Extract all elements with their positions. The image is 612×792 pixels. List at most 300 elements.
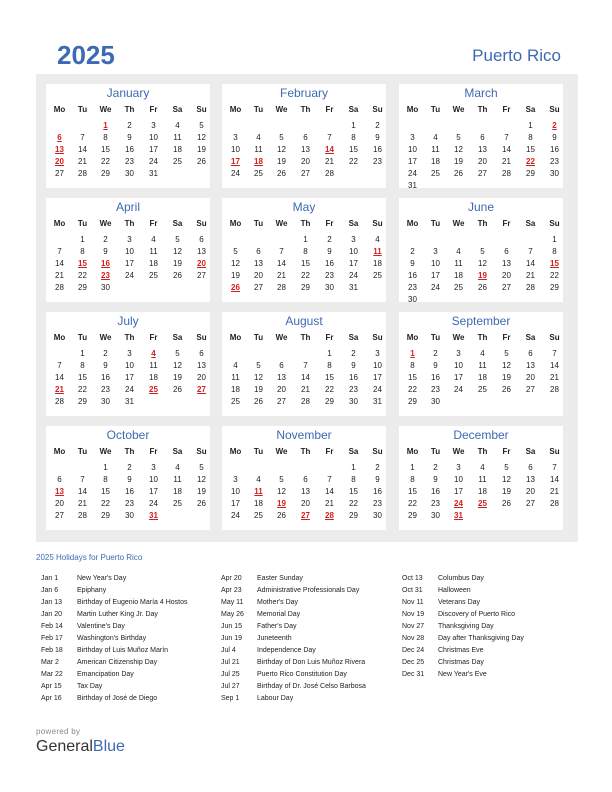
day-cell[interactable]: 5: [279, 475, 284, 484]
day-cell[interactable]: 31: [373, 397, 382, 406]
day-cell[interactable]: 28: [55, 397, 64, 406]
holiday-day-cell[interactable]: 13: [55, 145, 64, 154]
holiday-day-cell[interactable]: 17: [231, 157, 240, 166]
day-cell[interactable]: 5: [199, 121, 204, 130]
day-cell[interactable]: 26: [478, 283, 487, 292]
day-cell[interactable]: 13: [526, 475, 535, 484]
day-cell[interactable]: 6: [480, 133, 485, 142]
day-cell[interactable]: 15: [101, 145, 110, 154]
day-cell[interactable]: 18: [173, 145, 182, 154]
day-cell[interactable]: 23: [101, 385, 110, 394]
day-cell[interactable]: 11: [431, 145, 440, 154]
holiday-day-cell[interactable]: 23: [101, 271, 110, 280]
day-cell[interactable]: 27: [55, 169, 64, 178]
day-cell[interactable]: 30: [408, 295, 417, 304]
day-cell[interactable]: 8: [552, 247, 557, 256]
holiday-day-cell[interactable]: 25: [149, 385, 158, 394]
day-cell[interactable]: 28: [502, 169, 511, 178]
day-cell[interactable]: 19: [254, 385, 263, 394]
day-cell[interactable]: 9: [127, 133, 132, 142]
day-cell[interactable]: 25: [149, 271, 158, 280]
day-cell[interactable]: 14: [277, 259, 286, 268]
day-cell[interactable]: 2: [375, 121, 380, 130]
day-cell[interactable]: 1: [528, 121, 533, 130]
day-cell[interactable]: 13: [526, 361, 535, 370]
day-cell[interactable]: 21: [526, 271, 535, 280]
day-cell[interactable]: 24: [149, 499, 158, 508]
day-cell[interactable]: 19: [231, 271, 240, 280]
day-cell[interactable]: 22: [325, 385, 334, 394]
day-cell[interactable]: 1: [552, 235, 557, 244]
day-cell[interactable]: 28: [78, 169, 87, 178]
holiday-day-cell[interactable]: 11: [254, 487, 263, 496]
day-cell[interactable]: 8: [410, 475, 415, 484]
day-cell[interactable]: 28: [277, 283, 286, 292]
day-cell[interactable]: 7: [327, 475, 332, 484]
day-cell[interactable]: 5: [456, 133, 461, 142]
day-cell[interactable]: 22: [101, 499, 110, 508]
day-cell[interactable]: 7: [327, 133, 332, 142]
day-cell[interactable]: 24: [454, 385, 463, 394]
day-cell[interactable]: 6: [528, 349, 533, 358]
day-cell[interactable]: 3: [375, 349, 380, 358]
day-cell[interactable]: 5: [233, 247, 238, 256]
day-cell[interactable]: 28: [301, 397, 310, 406]
day-cell[interactable]: 18: [454, 271, 463, 280]
day-cell[interactable]: 25: [173, 157, 182, 166]
day-cell[interactable]: 19: [454, 157, 463, 166]
day-cell[interactable]: 26: [197, 157, 206, 166]
day-cell[interactable]: 8: [80, 247, 85, 256]
day-cell[interactable]: 29: [101, 169, 110, 178]
day-cell[interactable]: 15: [349, 487, 358, 496]
day-cell[interactable]: 4: [480, 349, 485, 358]
holiday-day-cell[interactable]: 20: [197, 259, 206, 268]
day-cell[interactable]: 18: [254, 499, 263, 508]
day-cell[interactable]: 30: [431, 397, 440, 406]
day-cell[interactable]: 14: [325, 487, 334, 496]
day-cell[interactable]: 10: [373, 361, 382, 370]
day-cell[interactable]: 10: [454, 475, 463, 484]
day-cell[interactable]: 5: [504, 463, 509, 472]
day-cell[interactable]: 30: [550, 169, 559, 178]
day-cell[interactable]: 29: [78, 397, 87, 406]
day-cell[interactable]: 22: [349, 157, 358, 166]
day-cell[interactable]: 21: [502, 157, 511, 166]
day-cell[interactable]: 12: [502, 475, 511, 484]
day-cell[interactable]: 7: [504, 133, 509, 142]
day-cell[interactable]: 10: [149, 475, 158, 484]
day-cell[interactable]: 5: [175, 349, 180, 358]
day-cell[interactable]: 15: [325, 373, 334, 382]
day-cell[interactable]: 23: [373, 157, 382, 166]
day-cell[interactable]: 17: [149, 487, 158, 496]
day-cell[interactable]: 14: [55, 259, 64, 268]
holiday-day-cell[interactable]: 24: [454, 499, 463, 508]
day-cell[interactable]: 19: [173, 259, 182, 268]
day-cell[interactable]: 23: [408, 283, 417, 292]
day-cell[interactable]: 4: [233, 361, 238, 370]
day-cell[interactable]: 21: [277, 271, 286, 280]
day-cell[interactable]: 3: [151, 121, 156, 130]
day-cell[interactable]: 13: [478, 145, 487, 154]
day-cell[interactable]: 11: [478, 361, 487, 370]
day-cell[interactable]: 24: [149, 157, 158, 166]
day-cell[interactable]: 12: [231, 259, 240, 268]
day-cell[interactable]: 11: [173, 133, 182, 142]
day-cell[interactable]: 29: [349, 511, 358, 520]
day-cell[interactable]: 9: [375, 133, 380, 142]
day-cell[interactable]: 18: [231, 385, 240, 394]
day-cell[interactable]: 10: [349, 247, 358, 256]
day-cell[interactable]: 1: [80, 349, 85, 358]
holiday-day-cell[interactable]: 1: [410, 349, 415, 358]
holiday-day-cell[interactable]: 27: [197, 385, 206, 394]
holiday-day-cell[interactable]: 1: [103, 121, 108, 130]
day-cell[interactable]: 24: [408, 169, 417, 178]
day-cell[interactable]: 27: [197, 271, 206, 280]
day-cell[interactable]: 17: [349, 259, 358, 268]
day-cell[interactable]: 6: [279, 361, 284, 370]
day-cell[interactable]: 3: [410, 133, 415, 142]
day-cell[interactable]: 28: [55, 283, 64, 292]
day-cell[interactable]: 14: [78, 145, 87, 154]
holiday-day-cell[interactable]: 25: [478, 499, 487, 508]
day-cell[interactable]: 30: [125, 169, 134, 178]
day-cell[interactable]: 1: [303, 235, 308, 244]
day-cell[interactable]: 20: [277, 385, 286, 394]
day-cell[interactable]: 4: [151, 235, 156, 244]
day-cell[interactable]: 16: [431, 487, 440, 496]
day-cell[interactable]: 10: [231, 145, 240, 154]
day-cell[interactable]: 31: [349, 283, 358, 292]
day-cell[interactable]: 31: [408, 181, 417, 190]
day-cell[interactable]: 25: [173, 499, 182, 508]
day-cell[interactable]: 20: [301, 157, 310, 166]
day-cell[interactable]: 29: [408, 511, 417, 520]
day-cell[interactable]: 1: [103, 463, 108, 472]
day-cell[interactable]: 9: [375, 475, 380, 484]
day-cell[interactable]: 21: [550, 373, 559, 382]
day-cell[interactable]: 1: [327, 349, 332, 358]
day-cell[interactable]: 27: [526, 499, 535, 508]
day-cell[interactable]: 29: [101, 511, 110, 520]
day-cell[interactable]: 12: [454, 145, 463, 154]
day-cell[interactable]: 19: [277, 157, 286, 166]
holiday-day-cell[interactable]: 14: [325, 145, 334, 154]
day-cell[interactable]: 8: [327, 361, 332, 370]
day-cell[interactable]: 3: [233, 133, 238, 142]
day-cell[interactable]: 14: [55, 373, 64, 382]
day-cell[interactable]: 13: [197, 361, 206, 370]
day-cell[interactable]: 25: [231, 397, 240, 406]
day-cell[interactable]: 24: [349, 271, 358, 280]
holiday-day-cell[interactable]: 18: [254, 157, 263, 166]
day-cell[interactable]: 8: [351, 475, 356, 484]
day-cell[interactable]: 11: [149, 247, 158, 256]
day-cell[interactable]: 24: [231, 169, 240, 178]
day-cell[interactable]: 20: [478, 157, 487, 166]
day-cell[interactable]: 23: [431, 499, 440, 508]
day-cell[interactable]: 10: [431, 259, 440, 268]
day-cell[interactable]: 3: [456, 463, 461, 472]
day-cell[interactable]: 3: [127, 349, 132, 358]
day-cell[interactable]: 12: [478, 259, 487, 268]
day-cell[interactable]: 27: [526, 385, 535, 394]
day-cell[interactable]: 25: [478, 385, 487, 394]
day-cell[interactable]: 20: [502, 271, 511, 280]
day-cell[interactable]: 8: [351, 133, 356, 142]
day-cell[interactable]: 1: [80, 235, 85, 244]
day-cell[interactable]: 11: [149, 361, 158, 370]
day-cell[interactable]: 6: [199, 235, 204, 244]
day-cell[interactable]: 24: [373, 385, 382, 394]
day-cell[interactable]: 25: [254, 511, 263, 520]
day-cell[interactable]: 12: [254, 373, 263, 382]
day-cell[interactable]: 18: [478, 487, 487, 496]
day-cell[interactable]: 26: [254, 397, 263, 406]
day-cell[interactable]: 17: [373, 373, 382, 382]
day-cell[interactable]: 19: [502, 373, 511, 382]
day-cell[interactable]: 15: [101, 487, 110, 496]
day-cell[interactable]: 17: [454, 373, 463, 382]
day-cell[interactable]: 1: [351, 463, 356, 472]
day-cell[interactable]: 4: [433, 133, 438, 142]
day-cell[interactable]: 22: [101, 157, 110, 166]
day-cell[interactable]: 6: [504, 247, 509, 256]
day-cell[interactable]: 16: [125, 487, 134, 496]
day-cell[interactable]: 2: [327, 235, 332, 244]
day-cell[interactable]: 8: [528, 133, 533, 142]
day-cell[interactable]: 8: [410, 361, 415, 370]
day-cell[interactable]: 9: [433, 361, 438, 370]
day-cell[interactable]: 19: [197, 487, 206, 496]
day-cell[interactable]: 19: [502, 487, 511, 496]
day-cell[interactable]: 1: [351, 121, 356, 130]
day-cell[interactable]: 26: [502, 499, 511, 508]
day-cell[interactable]: 4: [456, 247, 461, 256]
day-cell[interactable]: 20: [254, 271, 263, 280]
day-cell[interactable]: 24: [125, 385, 134, 394]
day-cell[interactable]: 14: [78, 487, 87, 496]
day-cell[interactable]: 25: [373, 271, 382, 280]
day-cell[interactable]: 14: [550, 475, 559, 484]
day-cell[interactable]: 9: [127, 475, 132, 484]
day-cell[interactable]: 21: [325, 499, 334, 508]
day-cell[interactable]: 3: [151, 463, 156, 472]
day-cell[interactable]: 13: [301, 145, 310, 154]
day-cell[interactable]: 7: [57, 361, 62, 370]
day-cell[interactable]: 30: [325, 283, 334, 292]
day-cell[interactable]: 17: [231, 499, 240, 508]
day-cell[interactable]: 25: [254, 169, 263, 178]
day-cell[interactable]: 28: [526, 283, 535, 292]
day-cell[interactable]: 27: [277, 397, 286, 406]
day-cell[interactable]: 11: [231, 373, 240, 382]
day-cell[interactable]: 23: [349, 385, 358, 394]
day-cell[interactable]: 7: [552, 463, 557, 472]
day-cell[interactable]: 27: [301, 169, 310, 178]
day-cell[interactable]: 5: [480, 247, 485, 256]
day-cell[interactable]: 9: [351, 361, 356, 370]
day-cell[interactable]: 3: [127, 235, 132, 244]
day-cell[interactable]: 26: [173, 385, 182, 394]
day-cell[interactable]: 2: [103, 349, 108, 358]
day-cell[interactable]: 9: [410, 259, 415, 268]
day-cell[interactable]: 15: [349, 145, 358, 154]
day-cell[interactable]: 30: [373, 511, 382, 520]
day-cell[interactable]: 18: [173, 487, 182, 496]
day-cell[interactable]: 16: [408, 271, 417, 280]
day-cell[interactable]: 8: [103, 475, 108, 484]
day-cell[interactable]: 4: [175, 463, 180, 472]
day-cell[interactable]: 22: [550, 271, 559, 280]
day-cell[interactable]: 29: [408, 397, 417, 406]
day-cell[interactable]: 19: [197, 145, 206, 154]
day-cell[interactable]: 5: [199, 463, 204, 472]
day-cell[interactable]: 4: [480, 463, 485, 472]
day-cell[interactable]: 29: [550, 283, 559, 292]
day-cell[interactable]: 26: [197, 499, 206, 508]
day-cell[interactable]: 26: [173, 271, 182, 280]
holiday-day-cell[interactable]: 13: [55, 487, 64, 496]
day-cell[interactable]: 5: [175, 235, 180, 244]
day-cell[interactable]: 15: [408, 373, 417, 382]
day-cell[interactable]: 18: [431, 157, 440, 166]
day-cell[interactable]: 24: [431, 283, 440, 292]
day-cell[interactable]: 21: [550, 487, 559, 496]
day-cell[interactable]: 30: [125, 511, 134, 520]
day-cell[interactable]: 5: [279, 133, 284, 142]
brand-logo[interactable]: [36, 738, 125, 756]
day-cell[interactable]: 28: [550, 385, 559, 394]
day-cell[interactable]: 7: [528, 247, 533, 256]
day-cell[interactable]: 16: [550, 145, 559, 154]
day-cell[interactable]: 15: [526, 145, 535, 154]
day-cell[interactable]: 26: [502, 385, 511, 394]
day-cell[interactable]: 24: [231, 511, 240, 520]
day-cell[interactable]: 21: [78, 157, 87, 166]
day-cell[interactable]: 20: [55, 499, 64, 508]
day-cell[interactable]: 16: [349, 373, 358, 382]
day-cell[interactable]: 22: [78, 271, 87, 280]
day-cell[interactable]: 12: [197, 475, 206, 484]
day-cell[interactable]: 14: [526, 259, 535, 268]
day-cell[interactable]: 13: [197, 247, 206, 256]
day-cell[interactable]: 25: [431, 169, 440, 178]
day-cell[interactable]: 18: [373, 259, 382, 268]
day-cell[interactable]: 16: [431, 373, 440, 382]
holiday-day-cell[interactable]: 31: [149, 511, 158, 520]
day-cell[interactable]: 25: [454, 283, 463, 292]
day-cell[interactable]: 28: [325, 169, 334, 178]
day-cell[interactable]: 10: [149, 133, 158, 142]
day-cell[interactable]: 15: [301, 259, 310, 268]
day-cell[interactable]: 26: [277, 169, 286, 178]
day-cell[interactable]: 8: [80, 361, 85, 370]
day-cell[interactable]: 23: [125, 499, 134, 508]
day-cell[interactable]: 22: [408, 385, 417, 394]
day-cell[interactable]: 10: [408, 145, 417, 154]
day-cell[interactable]: 17: [454, 487, 463, 496]
day-cell[interactable]: 29: [301, 283, 310, 292]
day-cell[interactable]: 5: [256, 361, 261, 370]
day-cell[interactable]: 16: [373, 487, 382, 496]
day-cell[interactable]: 4: [375, 235, 380, 244]
holiday-day-cell[interactable]: 31: [454, 511, 463, 520]
day-cell[interactable]: 18: [149, 373, 158, 382]
day-cell[interactable]: 10: [125, 247, 134, 256]
day-cell[interactable]: 2: [433, 463, 438, 472]
holiday-day-cell[interactable]: 21: [55, 385, 64, 394]
day-cell[interactable]: 12: [502, 361, 511, 370]
day-cell[interactable]: 29: [78, 283, 87, 292]
day-cell[interactable]: 29: [526, 169, 535, 178]
day-cell[interactable]: 6: [57, 475, 62, 484]
day-cell[interactable]: 1: [410, 463, 415, 472]
day-cell[interactable]: 13: [277, 373, 286, 382]
day-cell[interactable]: 8: [103, 133, 108, 142]
holiday-day-cell[interactable]: 2: [552, 121, 557, 130]
day-cell[interactable]: 6: [303, 475, 308, 484]
day-cell[interactable]: 13: [301, 487, 310, 496]
holiday-day-cell[interactable]: 6: [57, 133, 62, 142]
day-cell[interactable]: 30: [349, 397, 358, 406]
day-cell[interactable]: 9: [552, 133, 557, 142]
day-cell[interactable]: 27: [254, 283, 263, 292]
holiday-day-cell[interactable]: 15: [78, 259, 87, 268]
day-cell[interactable]: 17: [431, 271, 440, 280]
day-cell[interactable]: 15: [408, 487, 417, 496]
day-cell[interactable]: 20: [197, 373, 206, 382]
day-cell[interactable]: 30: [101, 283, 110, 292]
day-cell[interactable]: 30: [101, 397, 110, 406]
day-cell[interactable]: 5: [504, 349, 509, 358]
day-cell[interactable]: 9: [327, 247, 332, 256]
day-cell[interactable]: 12: [173, 361, 182, 370]
day-cell[interactable]: 31: [149, 169, 158, 178]
day-cell[interactable]: 23: [431, 385, 440, 394]
day-cell[interactable]: 7: [279, 247, 284, 256]
day-cell[interactable]: 10: [454, 361, 463, 370]
day-cell[interactable]: 7: [80, 133, 85, 142]
day-cell[interactable]: 11: [478, 475, 487, 484]
day-cell[interactable]: 24: [125, 271, 134, 280]
day-cell[interactable]: 21: [325, 157, 334, 166]
day-cell[interactable]: 10: [125, 361, 134, 370]
day-cell[interactable]: 7: [552, 349, 557, 358]
day-cell[interactable]: 23: [373, 499, 382, 508]
day-cell[interactable]: 16: [101, 373, 110, 382]
day-cell[interactable]: 2: [103, 235, 108, 244]
day-cell[interactable]: 12: [277, 145, 286, 154]
day-cell[interactable]: 13: [502, 259, 511, 268]
day-cell[interactable]: 20: [526, 487, 535, 496]
holiday-day-cell[interactable]: 15: [550, 259, 559, 268]
day-cell[interactable]: 16: [125, 145, 134, 154]
day-cell[interactable]: 9: [103, 361, 108, 370]
day-cell[interactable]: 20: [301, 499, 310, 508]
day-cell[interactable]: 11: [454, 259, 463, 268]
day-cell[interactable]: 23: [550, 157, 559, 166]
day-cell[interactable]: 9: [433, 475, 438, 484]
holiday-day-cell[interactable]: 28: [325, 511, 334, 520]
holiday-day-cell[interactable]: 26: [231, 283, 240, 292]
day-cell[interactable]: 3: [433, 247, 438, 256]
day-cell[interactable]: 2: [127, 463, 132, 472]
holiday-day-cell[interactable]: 16: [101, 259, 110, 268]
day-cell[interactable]: 6: [528, 463, 533, 472]
